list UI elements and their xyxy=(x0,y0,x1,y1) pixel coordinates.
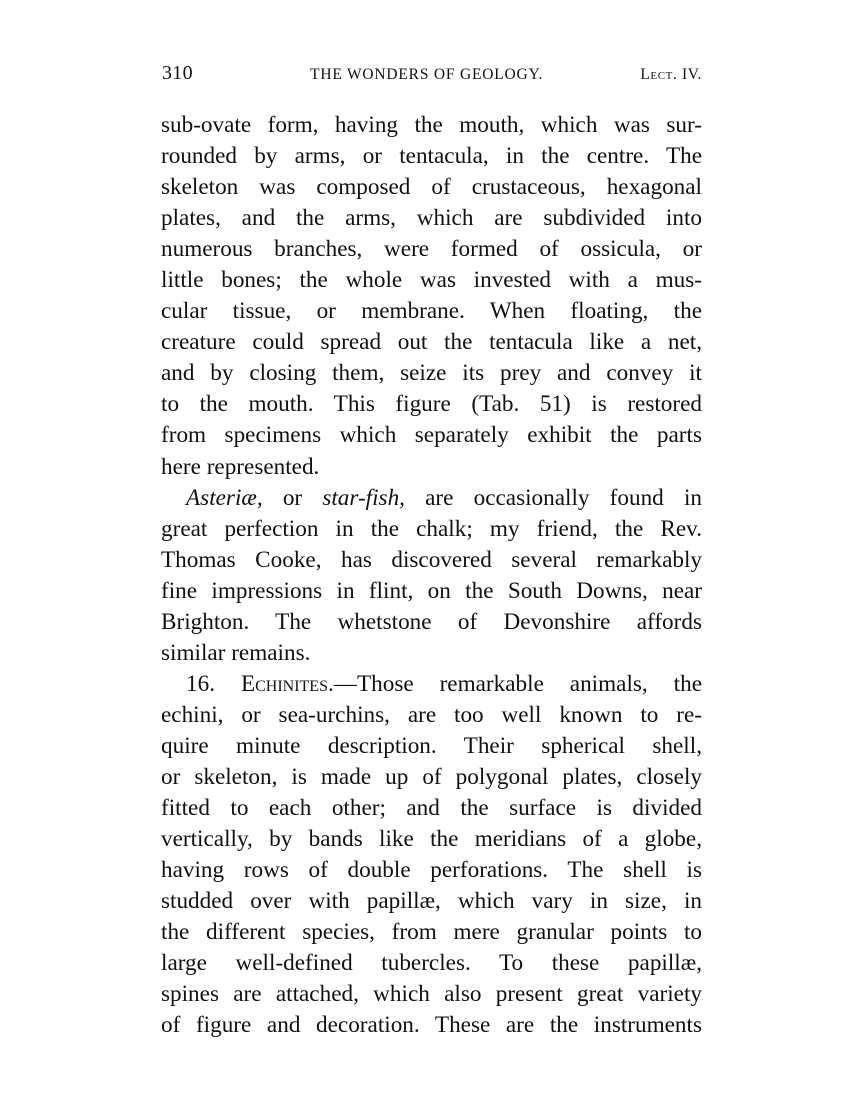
text-line: fitted to each other; and the surface is divided xyxy=(161,795,702,822)
text-line: creature could spread out the tentacula like a net, xyxy=(161,329,702,356)
text-fragment: or xyxy=(262,484,323,511)
section-first-line xyxy=(161,669,702,700)
text-fragment: —Those remarkable animals, the xyxy=(333,670,702,697)
text-line: great perfection in the chalk; my friend, the Rev. xyxy=(161,515,702,542)
running-header xyxy=(162,62,702,88)
text-line: from specimens which separately exhibit the parts xyxy=(161,422,702,449)
text-line: or skeleton, is made up of polygonal plates, closely xyxy=(161,763,702,790)
italic-term-asteriae: Asteriæ, xyxy=(186,484,263,511)
section-number: 16. xyxy=(186,670,241,697)
text-line: quire minute description. Their spherical shell, xyxy=(161,732,702,759)
text-line: vertically, by bands like the meridians of a globe, xyxy=(161,826,702,853)
text-line: skeleton was composed of crustaceous, hexagonal xyxy=(161,174,702,201)
lecture-label: Lect. IV. xyxy=(640,66,702,83)
paragraph-first-line xyxy=(161,483,702,514)
text-line: rounded by arms, or tentacula, in the centre. The xyxy=(161,143,702,170)
book-title: THE WONDERS OF GEOLOGY. xyxy=(310,66,544,83)
text-fragment: are occasionally found in xyxy=(404,484,702,511)
text-line: plates, and the arms, which are subdivided into xyxy=(161,205,702,232)
text-line: of figure and decoration. These are the instruments xyxy=(161,1012,702,1039)
text-line: echini, or sea-urchins, are too well known to re- xyxy=(161,701,702,728)
body-text xyxy=(161,110,702,1041)
text-line: numerous branches, were formed of ossicula, or xyxy=(161,236,702,263)
text-line: Brighton. The whetstone of Devonshire affords xyxy=(161,608,702,635)
section-heading: Echinites. xyxy=(240,670,334,697)
text-line: to the mouth. This figure (Tab. 51) is restored xyxy=(161,391,702,418)
text-line: cular tissue, or membrane. When floating, the xyxy=(161,298,702,325)
text-line: and by closing them, seize its prey and convey it xyxy=(161,360,702,387)
text-line: Thomas Cooke, has discovered several remarkably xyxy=(161,546,702,573)
text-line: fine impressions in flint, on the South Downs, near xyxy=(161,577,702,604)
text-line: large well-defined tubercles. To these papillæ, xyxy=(161,950,702,977)
text-line: here represented. xyxy=(161,453,320,480)
text-line: little bones; the whole was invested with a mus- xyxy=(161,267,702,294)
text-line: spines are attached, which also present great variety xyxy=(161,981,702,1008)
text-line: the different species, from mere granular points to xyxy=(161,919,702,946)
italic-term-star-fish: star-fish, xyxy=(322,484,405,511)
text-line: similar remains. xyxy=(161,639,311,666)
page-number: 310 xyxy=(162,62,193,84)
text-line: studded over with papillæ, which vary in size, in xyxy=(161,888,702,915)
text-line: having rows of double perforations. The shell is xyxy=(161,857,702,884)
text-line: sub-ovate form, having the mouth, which was sur- xyxy=(161,112,702,138)
